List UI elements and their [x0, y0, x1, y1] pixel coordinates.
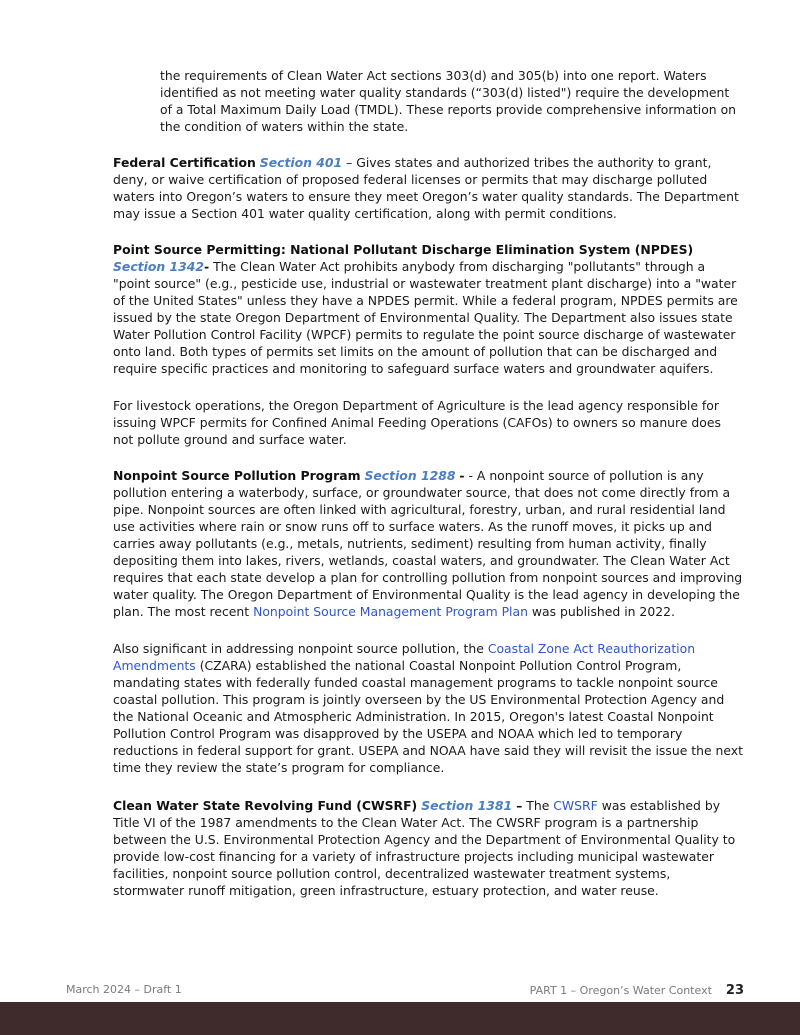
nonpoint-plan-link[interactable]: Nonpoint Source Management Program Plan	[253, 604, 528, 619]
cwsrf-section-ref: Section 1381	[421, 798, 513, 813]
livestock-text: For livestock operations, the Oregon Department of Agriculture is the lead agency responsible for issuing WPCF permits for Confined Animal Feeding Operations (CAFOs) to owners so manure does not pollute ground and surface water.	[113, 398, 721, 447]
federal-cert-section-ref: Section 401	[259, 155, 343, 170]
czara-link[interactable]: Coastal Zone Act Reauthorization Amendments	[113, 641, 696, 673]
federal-cert-text: – Gives states and authorized tribes the authority to grant, deny, or waive certification of proposed federal licenses or permits that may discharge polluted waters into Oregon’s waters to ensure they meet Oregon’s water quality standards. The Department may issue a Section 401 water quality certification, along with permit conditions.	[113, 155, 739, 221]
footer-section-title: PART 1 – Oregon’s Water Context	[529, 984, 712, 997]
nonpoint-text-before: - A nonpoint source of pollution is any pollution entering a waterbody, surface, or groundwater source, that does not come directly from a pipe. Nonpoint sources are often linked with agricultural, forestry, urban, and rural residential land use activities where rain or snow runs off to surface waters. As the runoff moves, it picks up and carries away pollutants (e.g., metals, nutrients, sediment) resulting from human activity, finally depositing them into lakes, rivers, wetlands, coastal waters, and groundwater. The Clean Water Act requires that each state develop a plan for controlling pollution from nonpoint sources and improving water quality. The Oregon Department of Environmental Quality is the lead agency in developing the plan. The most recent	[113, 468, 743, 619]
czara-text-after: (CZARA) established the national Coastal Nonpoint Pollution Control Program, mandating states with federally funded coastal management programs to tackle nonpoint source coastal pollution. This program is jointly overseen by the US Environmental Protection Agency and the National Oceanic and Atmospheric Administration. In 2015, Oregon's latest Coastal Nonpoint Pollution Control Program was disapproved by the USEPA and NOAA which led to temporary reductions in federal support for grant. USEPA and NOAA have said they will revisit the issue the next time they review the state’s program for compliance.	[113, 658, 743, 775]
npdes-dash: -	[203, 259, 210, 274]
footer-section	[530, 983, 744, 998]
npdes-text: The Clean Water Act prohibits anybody from discharging "pollutants" through a "point source" (e.g., pesticide use, industrial or wastewater treatment plant discharge) into a "water of the United States" unless they have a NPDES permit. While a federal program, NPDES permits are issued by the state Oregon Department of Environmental Quality. The Department also issues state Water Pollution Control Facility (WPCF) permits to regulate the point source discharge of wastewater onto land. Both types of permits set limits on the amount of pollution that can be discharged and require specific practices and monitoring to safeguard surface waters and groundwater aquifers.	[113, 259, 738, 376]
npdes-title: Point Source Permitting: National Pollutant Discharge Elimination System (NPDES)	[113, 242, 694, 257]
intro-text: the requirements of Clean Water Act sections 303(d) and 305(b) into one report. Waters identified as not meeting water quality standards (“303(d) listed") require the development of a Total Maximum Daily Load (TMDL). These reports provide comprehensive information on the condition of waters within the state.	[160, 68, 737, 134]
cwsrf-text-before: The	[522, 798, 554, 813]
cwsrf-text-after: was established by Title VI of the 1987 amendments to the Clean Water Act. The CWSRF program is a partnership between the U.S. Environmental Protection Agency and the Department of Environmental Quality to provide low-cost financing for a variety of infrastructure projects including municipal wastewater facilities, nonpoint source pollution control, decentralized wastewater treatment systems, stormwater runoff mitigation, green infrastructure, estuary protection, and water reuse.	[113, 798, 736, 898]
federal-cert-title: Federal Certification	[113, 155, 256, 170]
page-number: 23	[725, 983, 744, 998]
npdes-paragraph	[113, 241, 745, 377]
federal-cert-paragraph	[113, 154, 745, 222]
nonpoint-dash: -	[459, 468, 465, 483]
cwsrf-paragraph	[113, 797, 745, 899]
bottom-bar	[0, 1002, 800, 1035]
nonpoint-text-after: was published in 2022.	[527, 604, 675, 619]
livestock-paragraph	[113, 397, 745, 448]
npdes-section-ref: Section 1342	[113, 259, 204, 274]
cwsrf-dash: –	[516, 798, 523, 813]
nonpoint-title: Nonpoint Source Pollution Program	[113, 468, 361, 483]
footer-date: March 2024 – Draft 1	[66, 983, 182, 996]
czara-text-before: Also significant in addressing nonpoint source pollution, the	[113, 641, 488, 656]
nonpoint-section-ref: Section 1288	[364, 468, 456, 483]
nonpoint-paragraph	[113, 467, 745, 620]
intro-paragraph	[160, 67, 745, 135]
cwsrf-title: Clean Water State Revolving Fund (CWSRF)	[113, 798, 418, 813]
cwsrf-link[interactable]: CWSRF	[553, 798, 598, 813]
czara-paragraph	[113, 640, 745, 776]
